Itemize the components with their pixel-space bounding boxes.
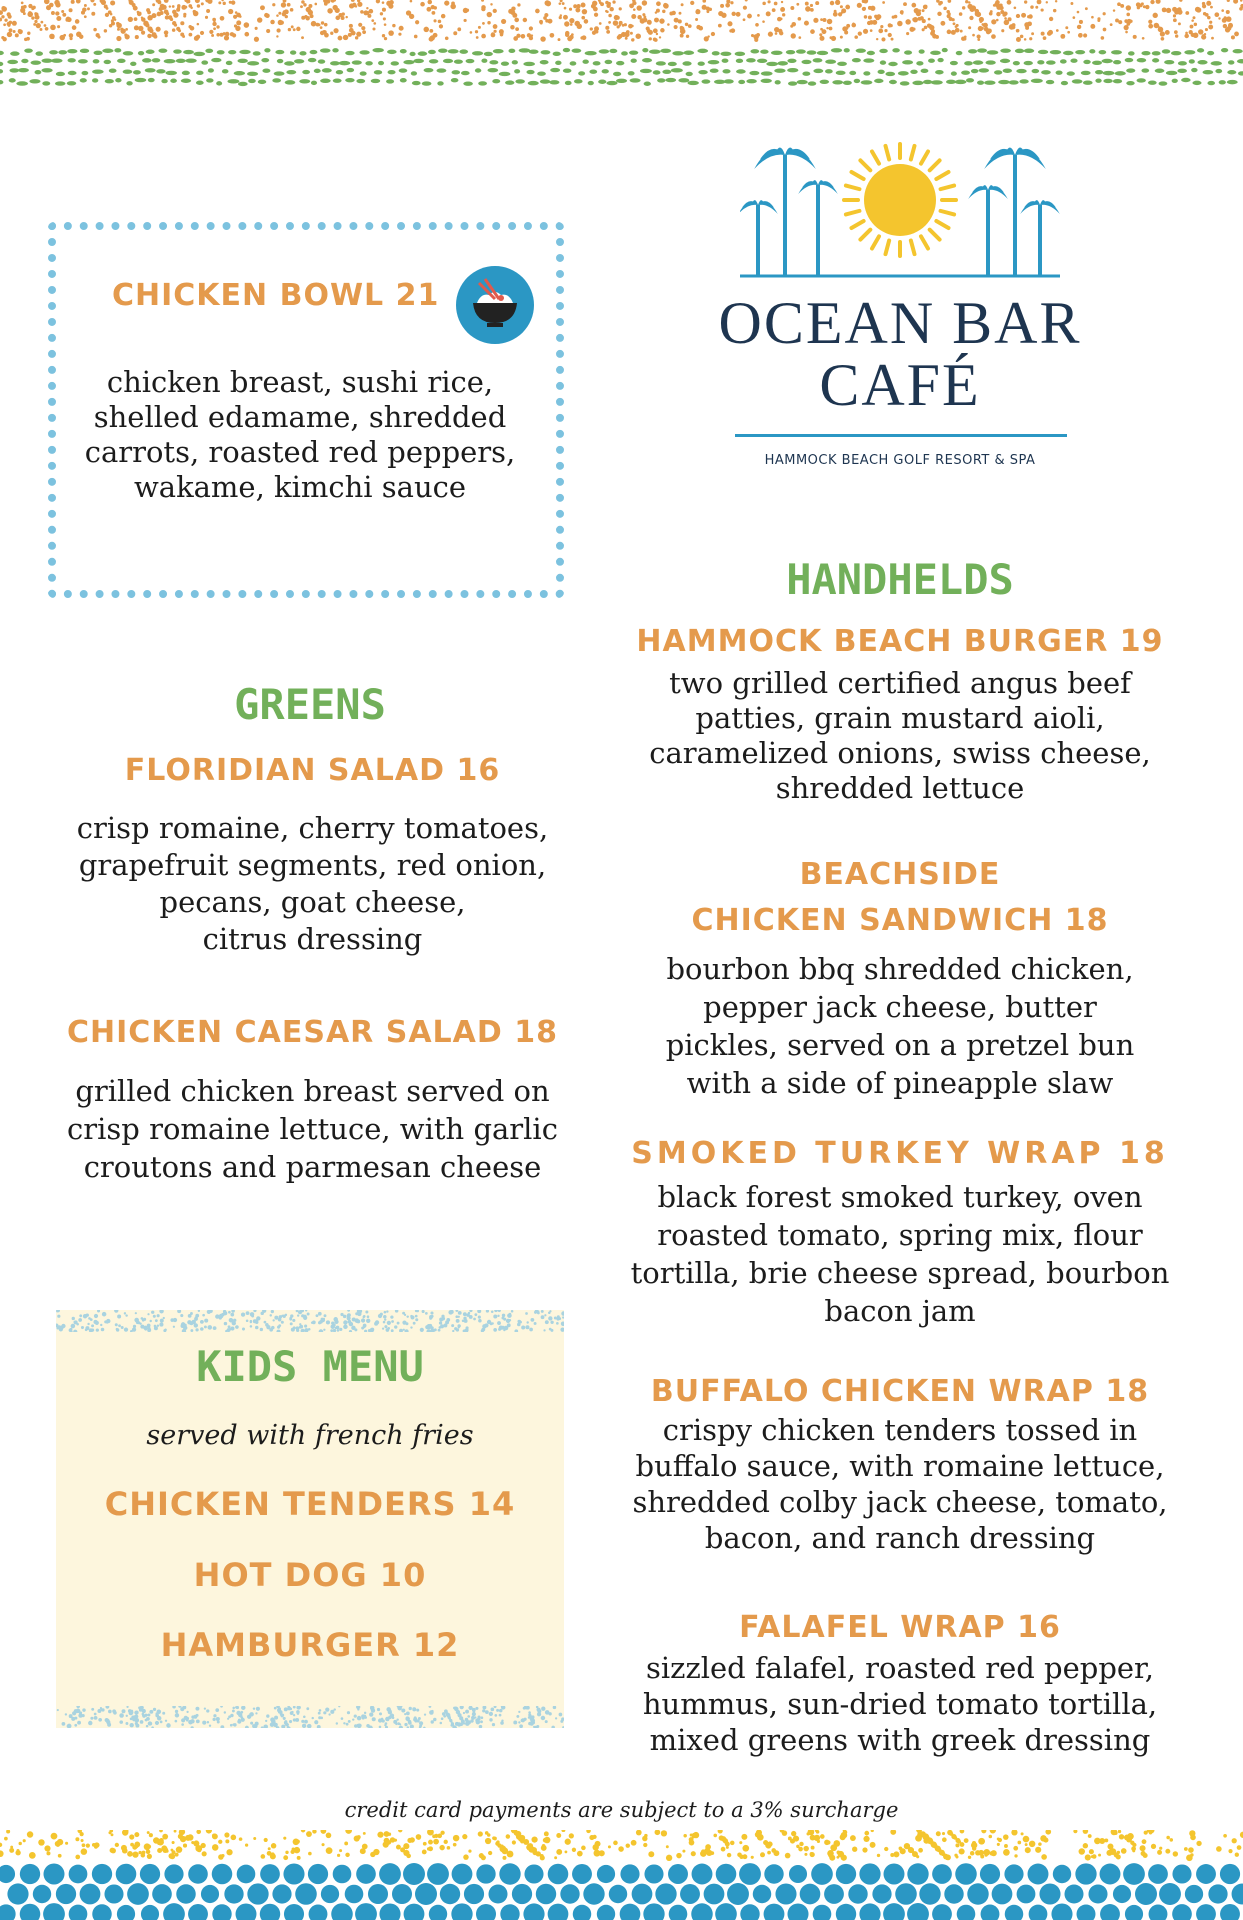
desc-line: caramelized onions, swiss cheese, [649,736,1151,770]
kids-item-chicken-tenders: CHICKEN TENDERS 14 [104,1485,516,1523]
beachside-chicken-sandwich-title [620,852,1180,944]
title-line: BEACHSIDE [799,857,1001,892]
desc-line: shelled edamame, shredded [93,400,507,434]
chicken-bowl-title: CHICKEN BOWL 21 [112,278,440,313]
kids-top-dot-strip [56,1310,564,1332]
falafel-wrap-description [620,1650,1180,1758]
surcharge-note: credit card payments are subject to a 3% surcharge [344,1798,899,1822]
desc-line: croutons and parmesan cheese [83,1150,542,1184]
desc-line: grapefruit segments, red onion, [78,848,547,882]
buffalo-chicken-wrap-description [620,1412,1180,1556]
desc-line: grilled chicken breast served on [75,1074,550,1108]
smoked-turkey-wrap-description [620,1178,1180,1330]
desc-line: patties, grain mustard aioli, [695,701,1105,735]
brand-name [680,292,1120,416]
brand-tagline: HAMMOCK BEACH GOLF RESORT & SPA [764,453,1036,468]
desc-line: pickles, served on a pretzel bun [665,1028,1135,1062]
desc-line: tortilla, brie cheese spread, bourbon [630,1256,1170,1290]
palm-sun-logo-icon [740,138,1060,286]
hammock-beach-burger-title: HAMMOCK BEACH BURGER 19 [636,624,1164,659]
brand-divider [735,434,1067,437]
brand-name-line1: OCEAN BAR [718,290,1082,356]
desc-line: shredded colby jack cheese, tomato, [632,1485,1168,1519]
desc-line: shredded lettuce [775,771,1025,805]
desc-line: mixed greens with greek dressing [649,1723,1151,1757]
kids-item-hamburger: HAMBURGER 12 [160,1626,460,1664]
desc-line: with a side of pineapple slaw [686,1066,1114,1100]
desc-line: pecans, goat cheese, [159,885,466,919]
desc-line: buffalo sauce, with romaine lettuce, [635,1449,1165,1483]
kids-bottom-dot-strip [56,1706,564,1728]
desc-line: wakame, kimchi sauce [133,470,467,504]
desc-line: two grilled certified angus beef [669,666,1131,700]
desc-line: carrots, roasted red peppers, [84,435,516,469]
bottom-dot-border [0,1830,1243,1920]
desc-line: crisp romaine lettuce, with garlic [67,1112,558,1146]
brand-name-line2: CAFÉ [819,352,981,418]
chicken-caesar-salad-description [40,1072,585,1186]
falafel-wrap-title: FALAFEL WRAP 16 [739,1610,1061,1645]
title-line: CHICKEN SANDWICH 18 [691,903,1109,938]
desc-line: black forest smoked turkey, oven [657,1180,1143,1214]
desc-line: chicken breast, sushi rice, [106,365,494,399]
desc-line: bacon jam [824,1294,976,1328]
floridian-salad-description [40,810,585,958]
desc-line: sizzled falafel, roasted red pepper, [646,1651,1154,1685]
desc-line: pepper jack cheese, butter [703,990,1097,1024]
desc-line: bacon, and ranch dressing [704,1521,1096,1555]
desc-line: crisp romaine, cherry tomatoes, [76,811,549,845]
kids-menu-heading: KIDS MENU [196,1342,424,1391]
desc-line: roasted tomato, spring mix, flour [657,1218,1143,1252]
rice-bowl-icon [455,265,535,345]
top-dot-border [0,0,1243,92]
chicken-bowl-description [60,365,540,505]
desc-line: hummus, sun-dried tomato tortilla, [642,1687,1158,1721]
kids-menu-note: served with french fries [146,1420,474,1451]
greens-heading: GREENS [234,680,386,729]
smoked-turkey-wrap-title: SMOKED TURKEY WRAP 18 [631,1136,1169,1171]
chicken-caesar-salad-title: CHICKEN CAESAR SALAD 18 [67,1015,558,1050]
desc-line: crispy chicken tenders tossed in [662,1413,1138,1447]
hammock-beach-burger-description [620,666,1180,806]
handhelds-heading: HANDHELDS [786,555,1014,604]
beachside-chicken-sandwich-description [620,950,1180,1102]
floridian-salad-title: FLORIDIAN SALAD 16 [124,753,501,788]
sun-icon [844,144,956,256]
desc-line: bourbon bbq shredded chicken, [666,952,1134,986]
kids-item-hot-dog: HOT DOG 10 [193,1556,427,1594]
buffalo-chicken-wrap-title: BUFFALO CHICKEN WRAP 18 [650,1374,1150,1409]
desc-line: citrus dressing [202,922,423,956]
